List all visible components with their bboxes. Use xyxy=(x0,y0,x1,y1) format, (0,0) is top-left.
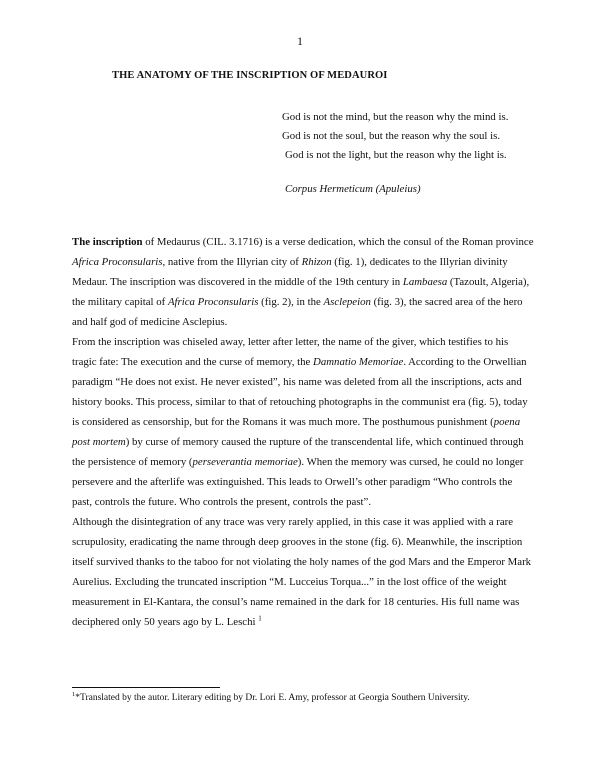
italic-term: poena post mortem xyxy=(72,416,521,448)
text-run: (fig. 1), dedicates to the Illyrian divinity Medaur. The inscription was discovered in the middle of the 19th century in xyxy=(72,256,508,288)
epigraph-line: God is not the soul, but the reason why the soul is. xyxy=(282,130,501,142)
text-run: (fig. 3), the sacred area of the hero and half god of medicine Asclepius. xyxy=(72,296,523,328)
italic-term: Africa Proconsularis xyxy=(72,256,163,268)
paragraph-inscription xyxy=(72,232,534,332)
epigraph-source: Corpus Hermeticum (Apuleius) xyxy=(285,183,421,195)
paragraph-damnatio-memoriae xyxy=(72,332,534,512)
italic-term: Damnatio Memoriae xyxy=(313,356,404,368)
document-title: THE ANATOMY OF THE INSCRIPTION OF MEDAUROI xyxy=(112,70,388,81)
bold-text: The inscription xyxy=(72,236,143,248)
text-run: (fig. 2), in the xyxy=(258,296,324,308)
paragraph-disintegration xyxy=(72,512,534,632)
text-run: ) by curse of memory caused the rupture of the transcendental life, which continued through the persistence of memory ( xyxy=(72,436,524,468)
epigraph-line: God is not the mind, but the reason why the mind is. xyxy=(282,111,509,123)
italic-term: Africa Proconsularis xyxy=(167,296,259,308)
italic-term: Asclepeion xyxy=(323,296,371,308)
footnote-text: *Translated by the autor. Literary editing by Dr. Lori E. Amy, professor at Georgia Southern University. xyxy=(75,693,470,703)
footnote xyxy=(72,692,542,705)
text-run: (Tazoult, Algeria), the military capital of xyxy=(72,276,530,308)
epigraph xyxy=(282,108,552,199)
epigraph-line: God is not the light, but the reason why the light is. xyxy=(285,149,507,161)
text-run: ). When the memory was cursed, he could no longer persevere and the afterlife was extinguished. This leads to Orwell’s other paradigm “Who controls the past, controls the future. Who controls the present, controls the past”. xyxy=(72,456,524,508)
italic-term: perseverantia memoriae xyxy=(192,456,298,468)
text-run: From the inscription was chiseled away, letter after letter, the name of the giver, which testifies to his tragic fate: The execution and the curse of memory, the xyxy=(72,336,509,368)
footnote-mark: 1 xyxy=(72,690,76,698)
page-number: 1 xyxy=(297,34,303,48)
text-run: , native from the Illyrian city of xyxy=(162,256,302,268)
footnote-divider xyxy=(72,687,220,688)
text-run: of Medaurus (CIL. 3.1716) is a verse dedication, which the consul of the Roman province xyxy=(142,236,534,248)
text-run: Although the disintegration of any trace was very rarely applied, in this case it was applied with a rare scrupulosity, eradicating the name through deep grooves in the stone (fig. 6). Meanwhile, the inscription itself survived thanks to the taboo for not violating the holy names of the god Mars and the Emperor Mark Aurelius. Excluding the truncated inscription “M. Lucceius Torqua...” in the lost office of the weight measurement in El-Kantara, the consul’s name remained in the dark for 18 centuries. His full name was deciphered only 50 years ago by L. Leschi xyxy=(72,516,532,628)
italic-term: Rhizon xyxy=(301,256,332,268)
footnote-reference: 1 xyxy=(258,614,262,623)
body-text xyxy=(72,232,534,632)
text-run: . According to the Orwellian paradigm “He does not exist. He never existed”, his name was deleted from all the inscriptions, acts and history books. This process, similar to that of retouching photographs in the communist era (fig. 5), today is considered as censorship, but for the Romans it was much more. The posthumous punishment ( xyxy=(72,356,528,428)
italic-term: Lambaesa xyxy=(402,276,448,288)
